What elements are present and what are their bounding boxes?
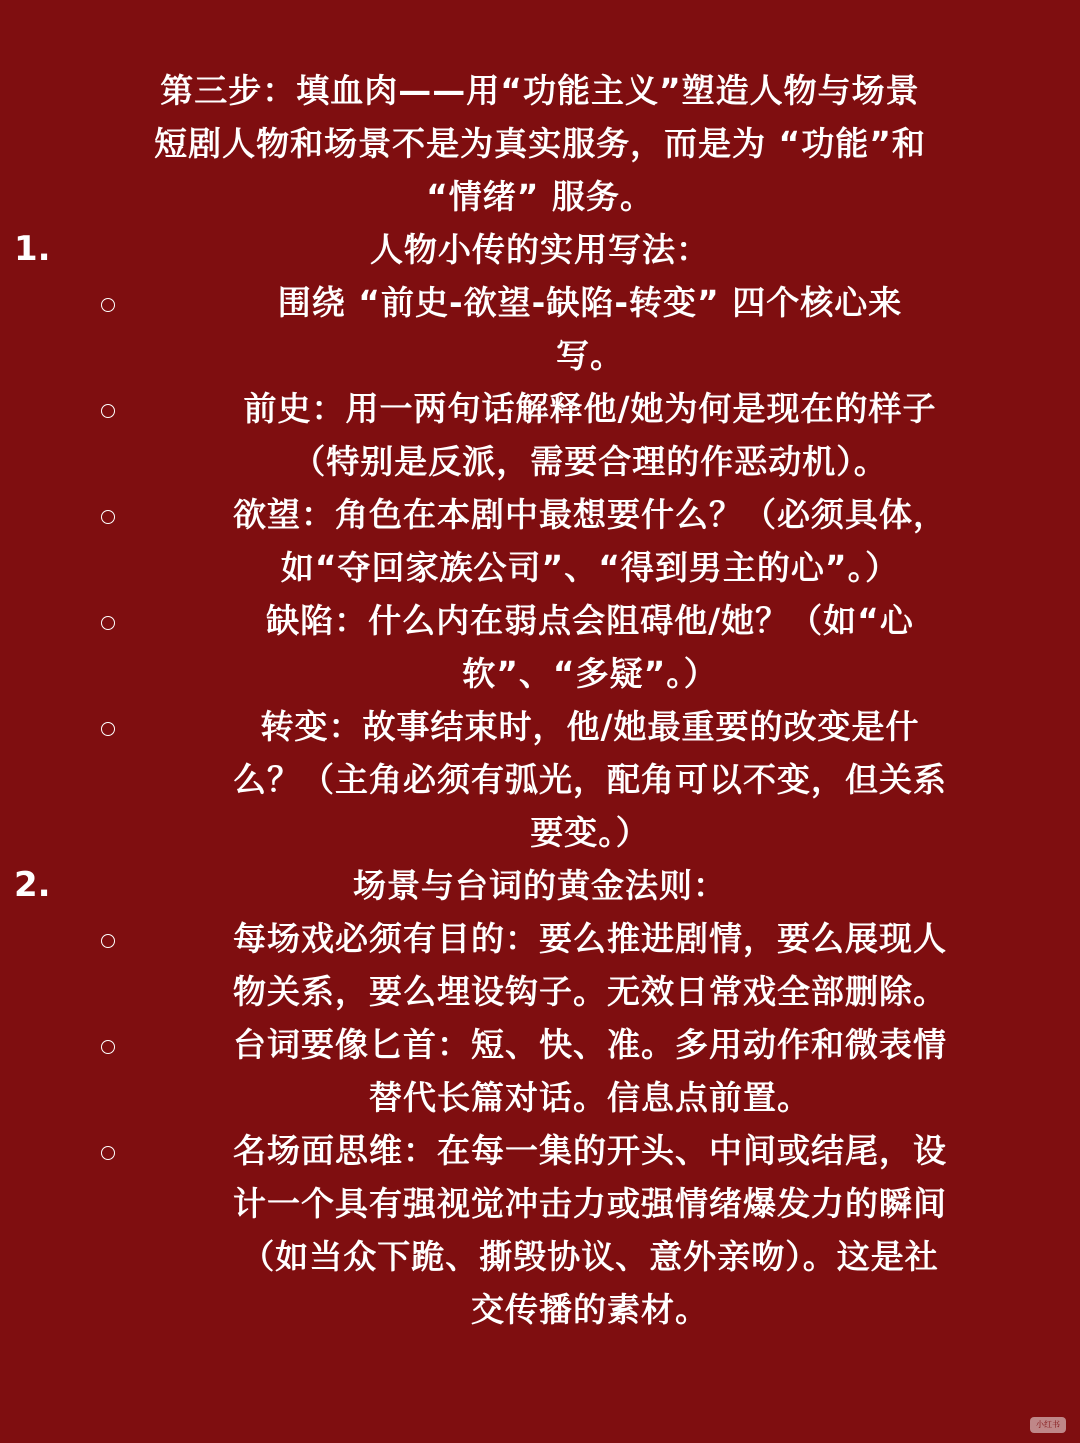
- bullet-icon: [101, 934, 115, 948]
- bullet-1-2-line-1: 前史：用一两句话解释他/她为何是现在的样子: [243, 389, 937, 428]
- bullet-1-4-line-1: 缺陷：什么内在弱点会阻碍他/她？（如“心: [266, 601, 914, 640]
- bullet-1-1-line-1: 围绕 “前史-欲望-缺陷-转变” 四个核心来: [277, 283, 903, 322]
- bullet-icon: [101, 616, 115, 630]
- bullet-1-3-line-2: 如“夺回家族公司”、“得到男主的心”。）: [280, 548, 900, 587]
- bullet-2-3-line-2: 计一个具有强视觉冲击力或强情绪爆发力的瞬间: [233, 1184, 947, 1223]
- bullet-icon: [101, 510, 115, 524]
- bullet-2-2-line-2: 替代长篇对话。信息点前置。: [369, 1078, 811, 1117]
- heading-line-2: 短剧人物和场景不是为真实服务，而是为 “功能”和: [154, 124, 926, 163]
- bullet-2-1-line-2: 物关系，要么埋设钩子。无效日常戏全部删除。: [233, 972, 947, 1011]
- bullet-1-5-line-3: 要变。）: [530, 813, 650, 852]
- bullet-icon: [101, 404, 115, 418]
- heading-line-3: “情绪” 服务。: [426, 177, 654, 216]
- bullet-2-2-line-1: 台词要像匕首：短、快、准。多用动作和微表情: [233, 1025, 947, 1064]
- bullet-icon: [101, 1146, 115, 1160]
- bullet-icon: [101, 1040, 115, 1054]
- heading-line-1: 第三步：填血肉——用“功能主义”塑造人物与场景: [160, 71, 920, 110]
- section-2-title: 场景与台词的黄金法则：: [353, 866, 727, 905]
- bullet-2-1-line-1: 每场戏必须有目的：要么推进剧情，要么展现人: [233, 919, 947, 958]
- watermark-logo: 小红书: [1030, 1417, 1066, 1433]
- bullet-1-5-line-1: 转变：故事结束时，他/她最重要的改变是什: [260, 707, 920, 746]
- section-2-number: 2.: [14, 865, 51, 905]
- bullet-icon: [101, 298, 115, 312]
- bullet-1-1-line-2: 写。: [556, 336, 624, 375]
- bullet-2-3-line-4: 交传播的素材。: [471, 1290, 709, 1329]
- bullet-2-3-line-1: 名场面思维：在每一集的开头、中间或结尾，设: [233, 1131, 947, 1170]
- bullet-2-3-line-3: （如当众下跪、撕毁协议、意外亲吻）。这是社: [241, 1237, 939, 1276]
- bullet-1-2-line-2: （特别是反派，需要合理的作恶动机）。: [292, 442, 888, 481]
- bullet-1-5-line-2: 么？（主角必须有弧光，配角可以不变，但关系: [233, 760, 947, 799]
- bullet-1-3-line-1: 欲望：角色在本剧中最想要什么？（必须具体，: [233, 495, 947, 534]
- section-1-number: 1.: [14, 229, 51, 269]
- section-1-title: 人物小传的实用写法：: [370, 230, 710, 269]
- bullet-icon: [101, 722, 115, 736]
- bullet-1-4-line-2: 软”、“多疑”。）: [462, 654, 718, 693]
